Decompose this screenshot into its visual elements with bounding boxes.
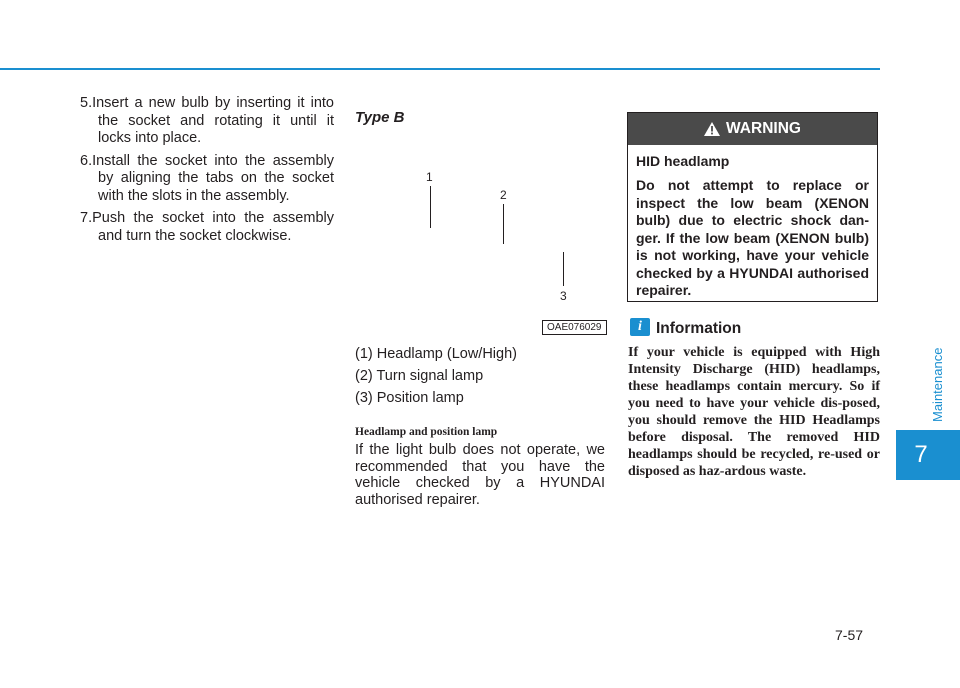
warning-label: WARNING [726,120,801,137]
figure-heading: Type B [355,109,405,126]
info-text: If your vehicle is equipped with High Intensity Discharge (HID) headlamps, these headlamps contain mercury. So if you need to have your vehicle dis-posed, you should remove the HID Headlamps before disposal. The removed HID headlamps should be recycled, re-used or disposed as haz-ardous waste. [628,345,880,479]
callout-2-line [503,204,504,244]
warning-box [627,112,878,302]
warning-triangle-icon [704,122,720,136]
figure-legend [355,343,517,409]
callout-1-line [430,186,431,228]
callout-3: 3 [560,289,567,303]
callout-2: 2 [500,188,507,202]
callout-1: 1 [426,170,433,184]
page-number: 7-57 [835,627,864,643]
section-side-label: Maintenance [930,347,945,423]
info-icon: i [630,318,650,336]
step-item: 6.Install the socket into the assembly by aligning the tabs on the socket with the slots in the assembly. [80,152,334,204]
section-heading: Headlamp and position lamp [355,426,498,438]
legend-item: (2) Turn signal lamp [355,368,484,384]
chapter-tab: 7 [896,430,960,480]
warning-title: HID headlamp [636,153,730,169]
legend-item: (1) Headlamp (Low/High) [355,346,517,362]
top-rule [0,68,880,70]
warning-header [628,113,877,145]
figure-code: OAE076029 [542,320,607,335]
instruction-steps [80,95,334,250]
section-body: If the light bulb does not operate, we recommended that you have the vehicle checked by a HYUNDAI authorised repairer. [355,442,605,508]
info-title: Information [656,320,742,337]
legend-item: (3) Position lamp [355,390,464,406]
lamp-figure [352,160,608,336]
warning-text: Do not attempt to replace or inspect the low beam (XENON bulb) due to electric shock dan-ger. If the low beam (XENON bulb) is not working, have your vehicle checked by a HYUNDAI authorised repairer. [636,177,869,298]
step-item: 5.Insert a new bulb by inserting it into the socket and rotating it until it locks into place. [80,95,334,146]
callout-3-line [563,252,564,286]
step-item: 7.Push the socket into the assembly and turn the socket clockwise. [80,210,334,244]
